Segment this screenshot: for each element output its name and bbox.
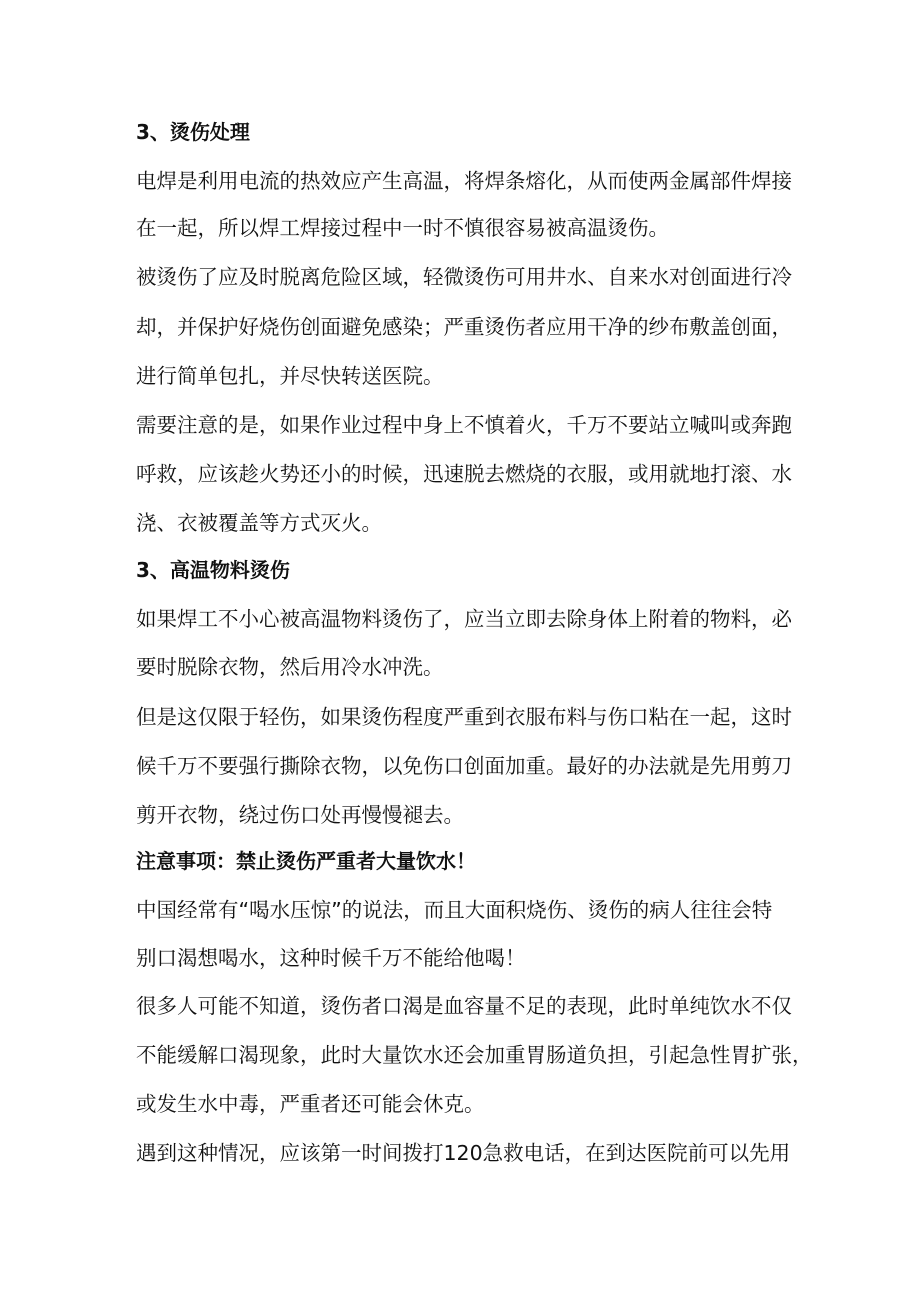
section-heading-burn-treatment: 3、烫伤处理 — [136, 120, 250, 144]
paragraph-line: 别口渴想喝水，这种时候千万不能给他喝！ — [136, 946, 526, 970]
paragraph-line: 浇、衣被覆盖等方式灭火。 — [136, 511, 382, 535]
paragraph-line: 电焊是利用电流的热效应产生高温，将焊条熔化，从而使两金属部件焊接 — [136, 169, 792, 193]
section-heading-precautions: 注意事项：禁止烫伤严重者大量饮水！ — [136, 849, 476, 873]
section-heading-hot-material-burn: 3、高温物料烫伤 — [136, 558, 290, 582]
paragraph-line: 被烫伤了应及时脱离危险区域，轻微烫伤可用井水、自来水对创面进行冷 — [136, 265, 792, 289]
paragraph-line: 候千万不要强行撕除衣物，以免伤口创面加重。最好的办法就是先用剪刀 — [136, 754, 792, 778]
paragraph-line: 但是这仅限于轻伤，如果烫伤程度严重到衣服布料与伤口粘在一起，这时 — [136, 705, 792, 729]
paragraph-line: 中国经常有“喝水压惊”的说法，而且大面积烧伤、烫伤的病人往往会特 — [136, 898, 773, 922]
paragraph-line: 在一起，所以焊工焊接过程中一时不慎很容易被高温烫伤。 — [136, 216, 669, 240]
paragraph-line: 要时脱除衣物，然后用冷水冲洗。 — [136, 655, 444, 679]
paragraph-line: 需要注意的是，如果作业过程中身上不慎着火，千万不要站立喊叫或奔跑 — [136, 413, 792, 437]
paragraph-line: 如果焊工不小心被高温物料烫伤了，应当立即去除身体上附着的物料，必 — [136, 607, 792, 631]
paragraph-line: 很多人可能不知道，烫伤者口渴是血容量不足的表现，此时单纯饮水不仅 — [136, 994, 792, 1018]
paragraph-line: 遇到这种情况，应该第一时间拨打120急救电话，在到达医院前可以先用 — [136, 1141, 791, 1165]
paragraph-line: 剪开衣物，绕过伤口处再慢慢褪去。 — [136, 803, 464, 827]
paragraph-line: 呼救，应该趁火势还小的时候，迅速脱去燃烧的衣服，或用就地打滚、水 — [136, 462, 792, 486]
paragraph-line: 却，并保护好烧伤创面避免感染；严重烫伤者应用干净的纱布敷盖创面， — [136, 315, 792, 339]
paragraph-line: 或发生水中毒，严重者还可能会休克。 — [136, 1092, 485, 1116]
paragraph-line: 进行简单包扎，并尽快转送医院。 — [136, 364, 444, 388]
paragraph-line: 不能缓解口渴现象，此时大量饮水还会加重胃肠道负担，引起急性胃扩张， — [136, 1043, 813, 1067]
